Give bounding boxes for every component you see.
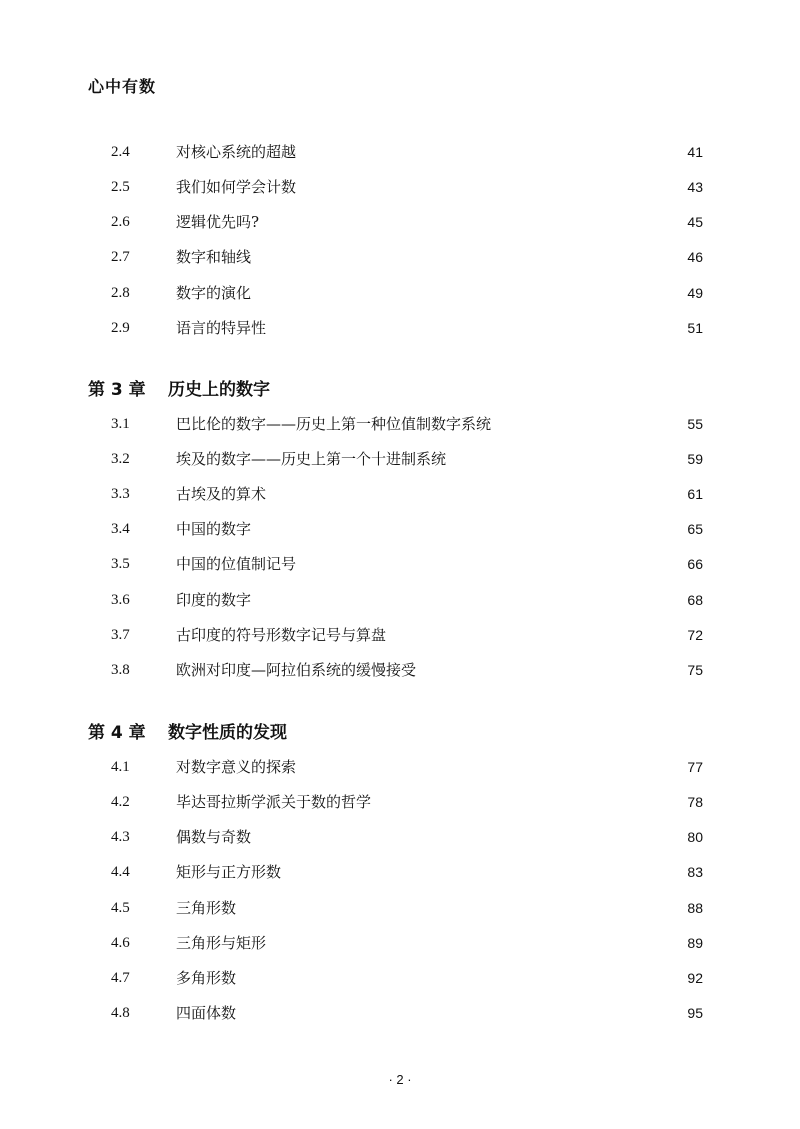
entry-title: 多角形数 (176, 969, 237, 987)
entry-number: 3.2 (111, 451, 130, 467)
entry-title: 毕达哥拉斯学派关于数的哲学 (176, 793, 372, 811)
entry-page: 95 (687, 1005, 703, 1021)
entry-number: 4.3 (111, 829, 130, 845)
entry-title: 数字和轴线 (176, 248, 252, 266)
entry-page: 41 (687, 144, 703, 160)
entry-title: 印度的数字 (176, 591, 252, 609)
toc-entry[interactable] (0, 1001, 800, 1025)
entry-page: 43 (687, 179, 703, 195)
entry-page: 80 (687, 829, 703, 845)
entry-number: 2.7 (111, 249, 130, 265)
chapter-title: 历史上的数字 (168, 380, 270, 400)
entry-page: 78 (687, 794, 703, 810)
entry-page: 45 (687, 214, 703, 230)
toc-entry[interactable] (0, 623, 800, 647)
entry-number: 3.8 (111, 662, 130, 678)
entry-number: 4.8 (111, 1005, 130, 1021)
entry-title: 三角形数 (176, 899, 237, 917)
chapter-label: 第 4 章 (88, 723, 146, 743)
toc-entry[interactable] (0, 517, 800, 541)
toc-entry[interactable] (0, 175, 800, 199)
toc-entry[interactable] (0, 790, 800, 814)
entry-title: 矩形与正方形数 (176, 863, 282, 881)
entry-title: 古印度的符号形数字记号与算盘 (176, 626, 387, 644)
entry-number: 4.5 (111, 900, 130, 916)
entry-number: 2.6 (111, 214, 130, 230)
toc-entry[interactable] (0, 966, 800, 990)
entry-number: 2.4 (111, 144, 130, 160)
toc-entry[interactable] (0, 658, 800, 682)
toc-entry[interactable] (0, 825, 800, 849)
entry-number: 3.3 (111, 486, 130, 502)
toc-entry[interactable] (0, 552, 800, 576)
toc-entry[interactable] (0, 316, 800, 340)
entry-page: 46 (687, 249, 703, 265)
entry-page: 89 (687, 935, 703, 951)
entry-title: 偶数与奇数 (176, 828, 252, 846)
running-head: 心中有数 (88, 77, 157, 96)
toc-entry[interactable] (0, 210, 800, 234)
entry-number: 3.6 (111, 592, 130, 608)
entry-number: 2.9 (111, 320, 130, 336)
toc-entry[interactable] (0, 281, 800, 305)
toc-entry[interactable] (0, 896, 800, 920)
entry-page: 77 (687, 759, 703, 775)
entry-number: 3.1 (111, 416, 130, 432)
entry-title: 语言的特异性 (176, 319, 267, 337)
entry-title: 对核心系统的超越 (176, 143, 297, 161)
entry-number: 4.2 (111, 794, 130, 810)
entry-title: 逻辑优先吗? (176, 213, 260, 231)
entry-number: 4.7 (111, 970, 130, 986)
entry-title: 四面体数 (176, 1004, 237, 1022)
chapter-heading[interactable] (88, 720, 287, 746)
entry-page: 61 (687, 486, 703, 502)
page-number: · 2 · (388, 1072, 412, 1087)
toc-entry[interactable] (0, 588, 800, 612)
chapter-heading[interactable] (88, 377, 270, 403)
entry-title: 中国的位值制记号 (176, 555, 297, 573)
entry-title: 中国的数字 (176, 520, 252, 538)
toc-entry[interactable] (0, 447, 800, 471)
entry-title: 对数字意义的探索 (176, 758, 297, 776)
toc-entry[interactable] (0, 931, 800, 955)
entry-title: 古埃及的算术 (176, 485, 267, 503)
entry-number: 4.4 (111, 864, 130, 880)
toc-entry[interactable] (0, 755, 800, 779)
toc-entry[interactable] (0, 482, 800, 506)
entry-page: 66 (687, 556, 703, 572)
entry-page: 88 (687, 900, 703, 916)
entry-title: 埃及的数字——历史上第一个十进制系统 (176, 450, 447, 468)
entry-page: 55 (687, 416, 703, 432)
entry-number: 3.4 (111, 521, 130, 537)
toc-entry[interactable] (0, 140, 800, 164)
toc-entry[interactable] (0, 245, 800, 269)
entry-page: 59 (687, 451, 703, 467)
entry-page: 83 (687, 864, 703, 880)
entry-title: 三角形与矩形 (176, 934, 267, 952)
entry-number: 2.8 (111, 285, 130, 301)
entry-page: 72 (687, 627, 703, 643)
entry-number: 3.7 (111, 627, 130, 643)
entry-page: 65 (687, 521, 703, 537)
entry-page: 68 (687, 592, 703, 608)
toc-entry[interactable] (0, 412, 800, 436)
entry-number: 4.6 (111, 935, 130, 951)
entry-number: 2.5 (111, 179, 130, 195)
entry-page: 49 (687, 285, 703, 301)
entry-title: 欧洲对印度—阿拉伯系统的缓慢接受 (176, 661, 417, 679)
entry-page: 92 (687, 970, 703, 986)
entry-number: 3.5 (111, 556, 130, 572)
toc-entry[interactable] (0, 860, 800, 884)
chapter-label: 第 3 章 (88, 380, 146, 400)
entry-title: 我们如何学会计数 (176, 178, 297, 196)
entry-page: 75 (687, 662, 703, 678)
chapter-title: 数字性质的发现 (168, 723, 287, 743)
entry-number: 4.1 (111, 759, 130, 775)
entry-title: 巴比伦的数字——历史上第一种位值制数字系统 (176, 415, 492, 433)
entry-page: 51 (687, 320, 703, 336)
entry-title: 数字的演化 (176, 284, 252, 302)
